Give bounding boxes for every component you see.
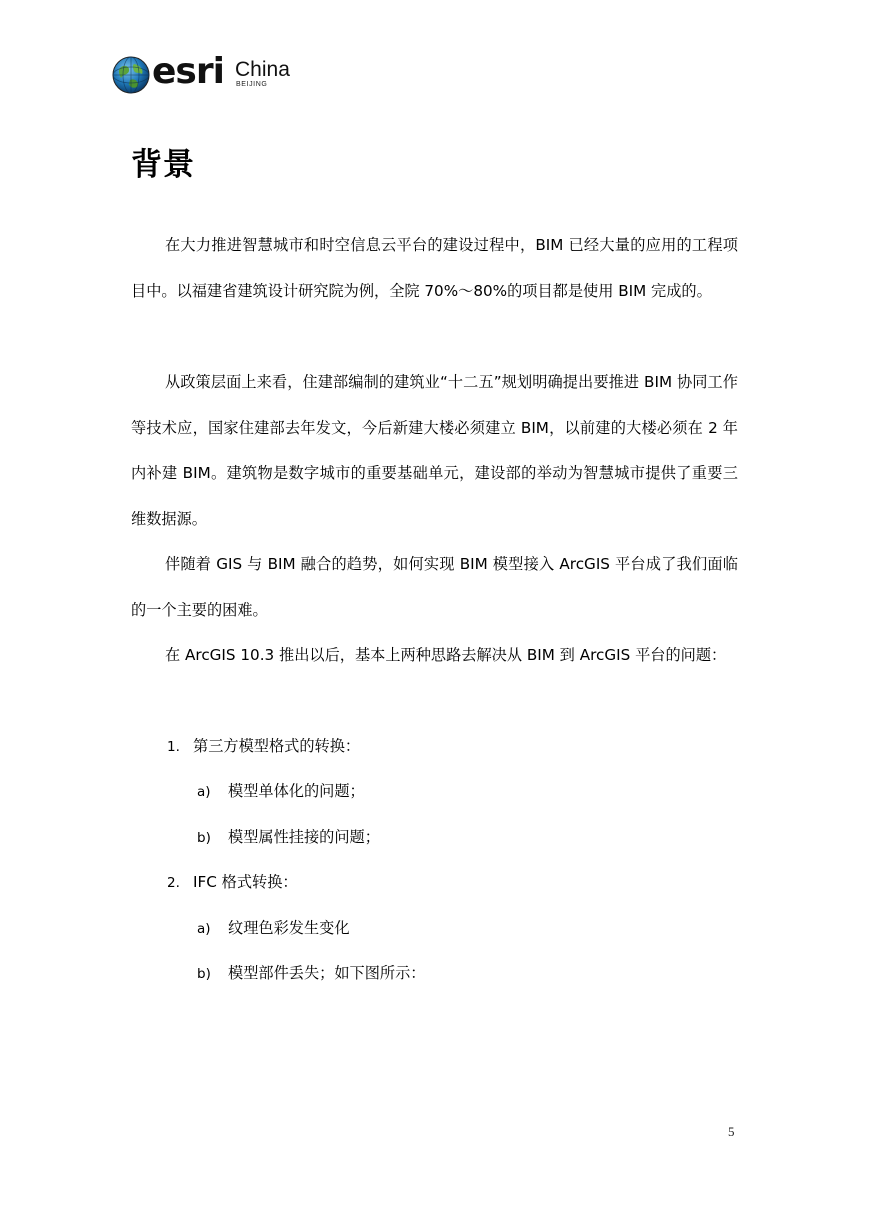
list-subitem-text: 模型属性挂接的问题； [228,828,380,846]
esri-china-logo [112,51,302,96]
list-subitem-text: 模型部件丢失；如下图所示： [228,964,426,982]
list-subitem [197,962,425,985]
logo-country-text: China [235,58,290,81]
paragraph-approach: 在 ArcGIS 10.3 推出以后，基本上两种思路去解决从 BIM 到 ArcGIS 平台的问题： [165,646,727,664]
list-item [167,735,360,758]
logo-city-text: BEIJING [236,81,268,88]
list-marker: b) [197,966,211,982]
section-title: 背景 [131,147,195,183]
paragraph-intro: 在大力推进智慧城市和时空信息云平台的建设过程中，BIM 已经大量的应用的工程项目中。以福建省建筑设计研究院为例，全院 70%～80%的项目都是使用 BIM 完成的。 [131,236,738,300]
list-marker: 2. [167,875,180,891]
list-item-text: IFC 格式转换： [193,873,298,891]
list-subitem [197,917,350,940]
list-marker: b) [197,830,211,846]
list-marker: 1. [167,739,180,755]
list-subitem-text: 纹理色彩发生变化 [228,919,350,937]
list-item-text: 第三方模型格式的转换： [193,737,361,755]
logo-brand-text: esri [152,51,224,92]
paragraph-policy: 从政策层面上来看，住建部编制的建筑业“十二五”规划明确提出要推进 BIM 协同工作等技术应，国家住建部去年发文，今后新建大楼必须建立 BIM，以前建的大楼必须在 2 年内补建 BIM。建筑物是数字城市的重要基础单元，建设部的举动为智慧城市提供了重要三维数据源。 [131,373,738,528]
list-marker: a) [197,921,211,937]
list-item [167,871,298,894]
list-subitem [197,826,380,849]
page-number: 5 [728,1124,735,1139]
list-subitem [197,780,365,803]
paragraph-trend: 伴随着 GIS 与 BIM 融合的趋势，如何实现 BIM 模型接入 ArcGIS 平台成了我们面临的一个主要的困难。 [131,555,738,619]
globe-icon [112,56,150,94]
list-marker: a) [197,784,211,800]
list-subitem-text: 模型单体化的问题； [228,782,365,800]
